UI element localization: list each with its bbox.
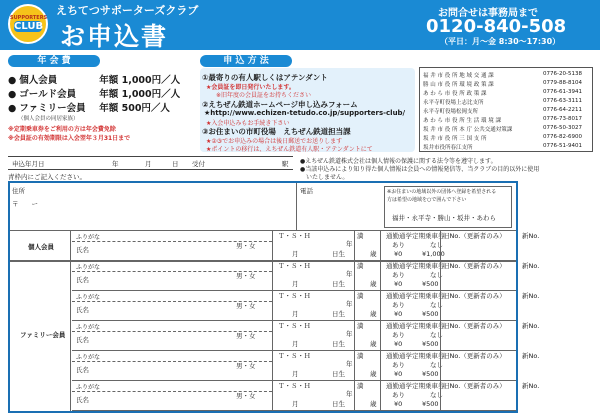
office-phone: 0776-50-3027 bbox=[543, 125, 582, 131]
gender-select[interactable]: 男・女 bbox=[236, 302, 256, 310]
era-select[interactable]: Ｔ・Ｓ・Ｈ bbox=[278, 382, 311, 390]
age-prefix-label: 満 bbox=[357, 232, 364, 240]
contact-hours: （平日：月～金 8:30～17:30） bbox=[440, 37, 561, 46]
gender-select[interactable]: 男・女 bbox=[236, 272, 256, 280]
fee-amount: 年額 1,000円／人 bbox=[99, 89, 181, 100]
office-name: 永平寺町役場松岡支所 bbox=[423, 109, 479, 115]
furigana-label: ふりがな bbox=[76, 294, 101, 301]
bullet-icon: ● bbox=[8, 89, 17, 100]
pass-yes-option[interactable]: あり bbox=[392, 241, 405, 249]
furigana-label: ふりがな bbox=[76, 384, 101, 391]
new-number-label: 新No. bbox=[522, 292, 540, 300]
address-label: 住所 bbox=[12, 187, 25, 195]
bullet-icon: ● bbox=[8, 75, 17, 86]
name-label: 氏名 bbox=[76, 366, 89, 374]
divider bbox=[380, 380, 381, 410]
old-number-input[interactable] bbox=[443, 330, 513, 348]
old-number-input[interactable] bbox=[443, 300, 513, 318]
logo-main-text: CLUB bbox=[14, 21, 44, 32]
method-step-3-note-2: ★ポイントの移行は、えちぜん鉄道有人駅・アテンダントにて bbox=[206, 146, 373, 153]
office-phone: 0776-73-8017 bbox=[543, 116, 582, 122]
divider bbox=[354, 320, 355, 350]
old-number-label: 旧No.（更新者のみ） bbox=[443, 322, 506, 330]
fee-yes-value: ¥0 bbox=[394, 280, 403, 288]
office-row bbox=[419, 125, 593, 133]
pass-label: 通勤通学定期乗車券 bbox=[386, 352, 445, 360]
fee-name: ファミリー会員 bbox=[19, 103, 86, 114]
divider bbox=[380, 290, 381, 320]
date-month-label: 月 bbox=[145, 160, 152, 168]
fee-no-value: ¥500 bbox=[422, 400, 439, 408]
gender-select[interactable]: 男・女 bbox=[236, 362, 256, 370]
divider bbox=[272, 380, 273, 410]
old-number-label: 旧No.（更新者のみ） bbox=[443, 382, 506, 390]
method-step-1-note: ★会員証を即日発行いたします。 bbox=[206, 84, 295, 91]
divider bbox=[440, 380, 441, 410]
old-number-label: 旧No.（更新者のみ） bbox=[443, 352, 506, 360]
divider bbox=[10, 260, 516, 262]
fee-yes-value: ¥0 bbox=[394, 250, 403, 258]
divider bbox=[380, 230, 381, 260]
birth-month-label: 月 bbox=[292, 250, 299, 258]
name-label: 氏名 bbox=[76, 306, 89, 314]
fee-note-1: ※定期乗車券をご利用の方は年会費免除 bbox=[8, 126, 116, 133]
method-heading: 申 込 方 法 bbox=[200, 55, 292, 67]
divider bbox=[70, 230, 71, 411]
pass-label: 通勤通学定期乗車券 bbox=[386, 262, 445, 270]
fee-yes-value: ¥0 bbox=[394, 340, 403, 348]
station-label: 駅 bbox=[282, 160, 289, 168]
reception-label: 受付 bbox=[192, 160, 205, 168]
office-phone: 0776-51-9401 bbox=[543, 143, 582, 149]
divider bbox=[440, 230, 441, 260]
method-step-3-note-1: ★②③でお申込みの場合は後日郵送でお送りします bbox=[206, 138, 343, 145]
office-phone: 0776-64-2211 bbox=[543, 107, 582, 113]
area-note-1: ※お住まいの地域以外の団体へ登録を希望される bbox=[387, 189, 497, 195]
website-link[interactable]: ★http://www.echizen-tetudo.co.jp/supporters-club/ bbox=[204, 109, 406, 117]
office-row bbox=[419, 107, 593, 115]
office-row bbox=[419, 71, 593, 79]
age-label: 歳 bbox=[370, 340, 377, 348]
method-step-3: ③お住まいの市町役場 えちぜん鉄道担当課 bbox=[202, 127, 351, 136]
method-step-2-note: ★入会申込みもお手続き下さい bbox=[206, 120, 290, 127]
divider bbox=[380, 260, 381, 290]
office-row bbox=[419, 116, 593, 124]
age-prefix-label: 満 bbox=[357, 262, 364, 270]
birth-day-label: 日生 bbox=[332, 340, 345, 348]
era-select[interactable]: Ｔ・Ｓ・Ｈ bbox=[278, 352, 311, 360]
privacy-note-2: ●当該申込みにより知り得た個人情報は会員への情報発信等、当クラブの目的以外に使用 bbox=[300, 166, 540, 173]
pass-yes-option[interactable]: あり bbox=[392, 361, 405, 369]
office-name: 永平寺町役場上志比支所 bbox=[423, 100, 484, 106]
divider bbox=[272, 230, 273, 260]
birth-year-label: 年 bbox=[346, 390, 353, 398]
old-number-input[interactable] bbox=[443, 360, 513, 378]
new-number-label: 新No. bbox=[522, 262, 540, 270]
pass-no-option[interactable]: なし bbox=[430, 271, 443, 279]
club-name: えちてつサポーターズクラブ bbox=[56, 4, 199, 17]
age-label: 歳 bbox=[370, 280, 377, 288]
fee-name: 個人会員 bbox=[19, 75, 58, 86]
age-prefix-label: 満 bbox=[357, 292, 364, 300]
family-note: （個人会員の同居家族） bbox=[18, 116, 79, 122]
birth-day-label: 日生 bbox=[332, 370, 345, 378]
office-name: 福 井 市 役 所 地 域 交 通 課 bbox=[423, 73, 494, 79]
age-label: 歳 bbox=[370, 310, 377, 318]
fee-no-value: ¥500 bbox=[422, 340, 439, 348]
phone-label: 電話 bbox=[300, 187, 313, 195]
new-number-label: 新No. bbox=[522, 352, 540, 360]
birth-month-label: 月 bbox=[292, 340, 299, 348]
fee-yes-value: ¥0 bbox=[394, 370, 403, 378]
pass-no-option[interactable]: なし bbox=[430, 241, 443, 249]
divider bbox=[440, 350, 441, 380]
pass-label: 通勤通学定期乗車券 bbox=[386, 322, 445, 330]
divider bbox=[380, 320, 381, 350]
pass-yes-option[interactable]: あり bbox=[392, 271, 405, 279]
office-phone: 0776-63-3111 bbox=[543, 98, 582, 104]
birth-year-label: 年 bbox=[346, 330, 353, 338]
birth-month-label: 月 bbox=[292, 280, 299, 288]
name-label: 氏名 bbox=[76, 246, 89, 254]
divider bbox=[272, 290, 273, 320]
fee-no-value: ¥500 bbox=[422, 370, 439, 378]
contact-label: お問合せは事務局まで bbox=[438, 8, 538, 19]
old-number-input[interactable] bbox=[443, 270, 513, 288]
birth-year-label: 年 bbox=[346, 300, 353, 308]
fee-name: ゴールド会員 bbox=[19, 89, 77, 100]
pass-yes-option[interactable]: あり bbox=[392, 301, 405, 309]
area-options[interactable]: 福井・永平寺・勝山・坂井・あわら bbox=[392, 214, 496, 222]
name-input[interactable] bbox=[100, 362, 220, 378]
furigana-label: ふりがな bbox=[76, 234, 101, 241]
fee-amount: 年額 500円／人 bbox=[99, 103, 170, 114]
divider bbox=[354, 230, 355, 260]
office-name: 勝 山 市 役 所 環 境 政 策 課 bbox=[423, 82, 494, 88]
office-name: 坂 井 市 役 所 本 庁 公共交通対策課 bbox=[423, 127, 513, 133]
logo-top-text: SUPPORTERS bbox=[10, 15, 48, 21]
birth-month-label: 月 bbox=[292, 310, 299, 318]
name-label: 氏名 bbox=[76, 396, 89, 404]
birth-day-label: 日生 bbox=[332, 250, 345, 258]
divider bbox=[272, 350, 273, 380]
name-input[interactable] bbox=[100, 272, 220, 288]
pass-no-option[interactable]: なし bbox=[430, 391, 443, 399]
new-number-label: 新No. bbox=[522, 322, 540, 330]
date-year-label: 年 bbox=[112, 160, 119, 168]
method-step-2: ②えちぜん鉄道ホームページ申し込みフォーム bbox=[202, 100, 358, 109]
divider bbox=[354, 260, 355, 290]
age-prefix-label: 満 bbox=[357, 322, 364, 330]
fee-yes-value: ¥0 bbox=[394, 400, 403, 408]
old-number-input[interactable] bbox=[443, 390, 513, 408]
furigana-label: ふりがな bbox=[76, 354, 101, 361]
old-number-input[interactable] bbox=[443, 240, 513, 258]
era-select[interactable]: Ｔ・Ｓ・Ｈ bbox=[278, 262, 311, 270]
office-name: あ わ ら 市 役 所 政 策 課 bbox=[423, 91, 487, 97]
era-select[interactable]: Ｔ・Ｓ・Ｈ bbox=[278, 322, 311, 330]
new-number-label: 新No. bbox=[522, 382, 540, 390]
old-number-label: 旧No.（更新者のみ） bbox=[443, 232, 506, 240]
age-label: 歳 bbox=[370, 400, 377, 408]
office-row bbox=[419, 134, 593, 142]
pass-no-option[interactable]: なし bbox=[430, 331, 443, 339]
family-member-label: ファミリー会員 bbox=[20, 331, 66, 339]
fee-yes-value: ¥0 bbox=[394, 310, 403, 318]
pass-yes-option[interactable]: あり bbox=[392, 391, 405, 399]
office-name: あ わ ら 市 役 所 生 活 環 境 課 bbox=[423, 118, 501, 124]
method-step-1: ①最寄りの有人駅しくはアテンダント bbox=[202, 73, 328, 82]
individual-member-label: 個人会員 bbox=[28, 243, 54, 251]
new-number-label: 新No. bbox=[522, 232, 540, 240]
age-prefix-label: 満 bbox=[357, 382, 364, 390]
age-prefix-label: 満 bbox=[357, 352, 364, 360]
fee-no-value: ¥500 bbox=[422, 280, 439, 288]
pass-label: 通勤通学定期乗車券 bbox=[386, 232, 445, 240]
old-number-label: 旧No.（更新者のみ） bbox=[443, 262, 506, 270]
fee-amount: 年額 1,000円／人 bbox=[99, 75, 181, 86]
name-input[interactable] bbox=[100, 332, 220, 348]
divider bbox=[380, 350, 381, 380]
pass-yes-option[interactable]: あり bbox=[392, 331, 405, 339]
divider bbox=[354, 350, 355, 380]
divider bbox=[296, 183, 297, 230]
era-select[interactable]: Ｔ・Ｓ・Ｈ bbox=[278, 292, 311, 300]
office-phone: 0776-61-3941 bbox=[543, 89, 582, 95]
office-row bbox=[419, 143, 593, 151]
divider bbox=[272, 320, 273, 350]
birth-month-label: 月 bbox=[292, 370, 299, 378]
date-day-label: 日 bbox=[172, 160, 179, 168]
furigana-label: ふりがな bbox=[76, 324, 101, 331]
office-name: 坂井市役所春江支所 bbox=[423, 145, 473, 151]
fee-no-value: ¥500 bbox=[422, 310, 439, 318]
pass-label: 通勤通学定期乗車券 bbox=[386, 382, 445, 390]
form-title: お申込書 bbox=[60, 22, 169, 51]
divider bbox=[440, 320, 441, 350]
name-input[interactable] bbox=[100, 302, 220, 318]
postal-label: 〒 ー bbox=[12, 200, 38, 208]
area-note-2: 方は希望の地域を○で囲んで下さい bbox=[387, 197, 467, 203]
divider bbox=[72, 410, 516, 411]
fee-item-family bbox=[8, 100, 170, 114]
divider bbox=[272, 260, 273, 290]
name-label: 氏名 bbox=[76, 336, 89, 344]
birth-day-label: 日生 bbox=[332, 310, 345, 318]
office-name: 坂 井 市 役 所 三 国 支 所 bbox=[423, 136, 487, 142]
contact-phone[interactable]: 0120-840-508 bbox=[426, 16, 567, 37]
gender-select[interactable]: 男・女 bbox=[236, 242, 256, 250]
phone-input[interactable] bbox=[320, 184, 380, 228]
birth-day-label: 日生 bbox=[332, 400, 345, 408]
date-label: 申込年月日 bbox=[12, 160, 45, 168]
divider bbox=[440, 290, 441, 320]
fee-item-gold bbox=[8, 86, 180, 100]
office-phone: 0776-82-6900 bbox=[543, 134, 582, 140]
bullet-icon: ● bbox=[8, 103, 17, 114]
pass-no-option[interactable]: なし bbox=[430, 361, 443, 369]
birth-year-label: 年 bbox=[346, 240, 353, 248]
age-label: 歳 bbox=[370, 250, 377, 258]
fee-item-individual bbox=[8, 72, 180, 86]
method-step-1-note-2: ※旧年度の会員証をお持ちください bbox=[216, 92, 312, 99]
birth-month-label: 月 bbox=[292, 400, 299, 408]
birth-year-label: 年 bbox=[346, 270, 353, 278]
office-row bbox=[419, 98, 593, 106]
privacy-note-3: いたしません。 bbox=[300, 174, 349, 181]
era-select[interactable]: Ｔ・Ｓ・Ｈ bbox=[278, 232, 311, 240]
name-label: 氏名 bbox=[76, 276, 89, 284]
old-number-label: 旧No.（更新者のみ） bbox=[443, 292, 506, 300]
divider bbox=[354, 290, 355, 320]
office-phone: 0776-20-5138 bbox=[543, 71, 582, 77]
name-input[interactable] bbox=[100, 242, 220, 258]
pass-no-option[interactable]: なし bbox=[430, 301, 443, 309]
gender-select[interactable]: 男・女 bbox=[236, 392, 256, 400]
birth-year-label: 年 bbox=[346, 360, 353, 368]
office-phone: 0779-88-8104 bbox=[543, 80, 582, 86]
name-input[interactable] bbox=[100, 392, 220, 408]
divider bbox=[354, 380, 355, 410]
furigana-label: ふりがな bbox=[76, 264, 101, 271]
office-row bbox=[419, 89, 593, 97]
privacy-note-1: ●えちぜん鉄道株式会社は個人情報の保護に関する法令等を遵守します。 bbox=[300, 158, 497, 165]
address-input[interactable] bbox=[40, 184, 290, 228]
pass-label: 通勤通学定期乗車券 bbox=[386, 292, 445, 300]
gender-select[interactable]: 男・女 bbox=[236, 332, 256, 340]
club-logo bbox=[8, 4, 48, 44]
birth-day-label: 日生 bbox=[332, 280, 345, 288]
age-label: 歳 bbox=[370, 370, 377, 378]
fee-note-2: ※会員証の有効期限は入会翌年３月31日まで bbox=[8, 135, 131, 142]
fee-no-value: ¥1,000 bbox=[422, 250, 445, 258]
office-row bbox=[419, 80, 593, 88]
divider bbox=[440, 260, 441, 290]
fee-heading: 年 会 費 bbox=[8, 55, 100, 67]
form-instruction: 青枠内にご記入ください。 bbox=[8, 173, 86, 181]
